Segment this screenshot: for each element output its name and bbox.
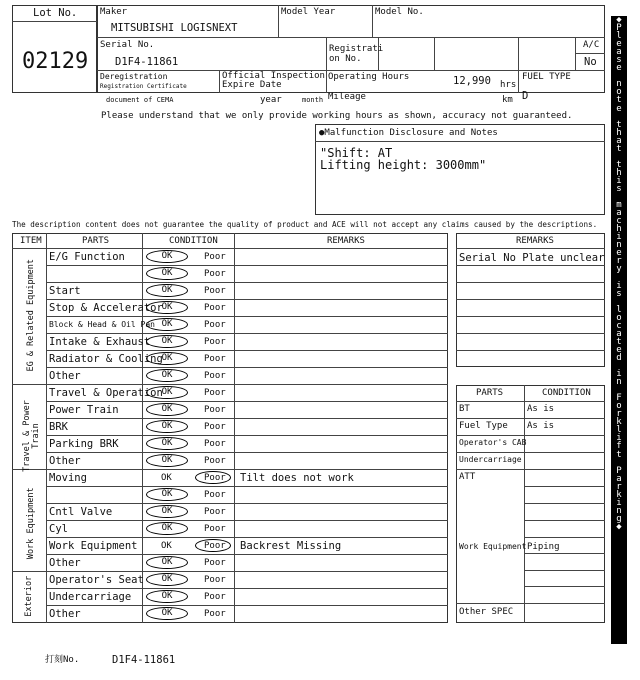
- lot-label: Lot No.: [33, 7, 78, 19]
- condition-poor: Poor: [204, 524, 226, 534]
- th-remarks: REMARKS: [327, 236, 365, 246]
- row-remark: Tilt does not work: [240, 472, 354, 484]
- row-part: Moving: [49, 472, 87, 484]
- condition-poor: Poor: [204, 405, 226, 415]
- condition-poor: Poor: [204, 286, 226, 296]
- registration-cert-label: Registration Certificate: [100, 83, 187, 90]
- right-remarks-header: REMARKS: [516, 236, 554, 246]
- row-remark: Backrest Missing: [240, 540, 342, 552]
- deregistration-label: Deregistration: [100, 72, 168, 81]
- km-unit: km: [502, 95, 513, 105]
- group-eg: EG & Related Equipment: [25, 258, 36, 372]
- condition-ok: OK: [146, 284, 188, 297]
- ac-label: A/C: [583, 40, 600, 50]
- condition-ok: OK: [146, 488, 188, 501]
- condition-poor: Poor: [204, 609, 226, 619]
- fuel-type-label: FUEL TYPE: [522, 72, 571, 82]
- cema-label: document of CEMA: [106, 96, 174, 104]
- serial-label: Serial No.: [100, 40, 155, 50]
- condition-ok: OK: [146, 437, 188, 450]
- right-condition: Piping: [527, 542, 560, 552]
- group-travel: Travel & Power Train: [22, 400, 41, 472]
- condition-poor: Poor: [204, 456, 226, 466]
- condition-ok: OK: [146, 505, 188, 518]
- right-part: Other SPEC: [459, 607, 514, 617]
- row-part: Other: [49, 608, 81, 620]
- right-remarks-first: Serial No Plate unclear: [459, 252, 605, 264]
- row-part: Stop & Accelerator: [49, 302, 163, 314]
- row-part: Start: [49, 285, 81, 297]
- right-part: Work Equipment: [459, 542, 527, 551]
- malfunction-line-2: Lifting height: 3000mm": [320, 158, 487, 172]
- condition-poor: Poor: [204, 320, 226, 330]
- month-label: month: [302, 96, 324, 104]
- condition-ok: OK: [146, 403, 188, 416]
- condition-poor: Poor: [204, 507, 226, 517]
- footer-value: D1F4-11861: [112, 654, 176, 666]
- row-part: Power Train: [49, 404, 119, 416]
- operating-hours-value: 12,990: [453, 75, 491, 87]
- lot-number: 02129: [22, 49, 89, 74]
- row-part: Other: [49, 557, 81, 569]
- row-part: Cyl: [49, 523, 68, 535]
- condition-poor: Poor: [204, 371, 226, 381]
- condition-poor: Poor: [204, 303, 226, 313]
- condition-ok: OK: [146, 607, 188, 620]
- condition-poor: Poor: [204, 490, 226, 500]
- condition-poor: Poor: [204, 575, 226, 585]
- malfunction-title: ●Malfunction Disclosure and Notes: [319, 128, 498, 138]
- inspection-label: Official Inspection Expire Date: [222, 71, 325, 90]
- condition-ok: OK: [146, 556, 188, 569]
- right-parts-header: PARTS: [476, 388, 504, 398]
- condition-ok: OK: [146, 250, 188, 263]
- condition-ok: OK: [146, 590, 188, 603]
- right-condition-header: CONDITION: [542, 388, 591, 398]
- row-part: Block & Head & Oil Pan: [49, 320, 155, 329]
- right-condition: As is: [527, 404, 555, 414]
- group-work: Work Equipment: [25, 487, 36, 560]
- th-parts: PARTS: [82, 236, 110, 246]
- row-part: Intake & Exhaust: [49, 336, 151, 348]
- condition-poor: Poor: [204, 541, 226, 551]
- condition-poor: Poor: [204, 439, 226, 449]
- condition-poor: Poor: [204, 269, 226, 279]
- ac-value: No: [584, 56, 597, 68]
- model-year-label: Model Year: [281, 7, 336, 17]
- condition-poor: Poor: [204, 592, 226, 602]
- row-part: Travel & Operation: [49, 387, 163, 399]
- row-part: Cntl Valve: [49, 506, 113, 518]
- registration-label: Registrati on No.: [329, 44, 384, 64]
- condition-ok: OK: [161, 473, 172, 483]
- condition-poor: Poor: [204, 354, 226, 364]
- row-part: Work Equipment: [49, 540, 138, 552]
- row-part: Undercarriage: [49, 591, 132, 603]
- condition-ok: OK: [146, 454, 188, 467]
- th-item: ITEM: [20, 236, 42, 246]
- right-part: ATT: [459, 472, 476, 482]
- condition-ok: OK: [146, 267, 188, 280]
- year-label: year: [260, 95, 282, 105]
- group-exterior: Exterior: [23, 575, 34, 617]
- condition-ok: OK: [146, 573, 188, 586]
- row-part: Operator's Seat: [49, 574, 144, 586]
- condition-ok: OK: [146, 420, 188, 433]
- condition-ok: OK: [146, 369, 188, 382]
- condition-poor: Poor: [204, 388, 226, 398]
- condition-poor: Poor: [204, 558, 226, 568]
- malfunction-line-1: "Shift: AT: [320, 146, 393, 160]
- notice-text: Please understand that we only provide working hours as shown, accuracy not guaranteed.: [101, 111, 573, 121]
- th-condition: CONDITION: [169, 236, 218, 246]
- right-part: Operator's CAB: [459, 438, 527, 447]
- condition-ok: OK: [146, 352, 188, 365]
- poor-circle: [195, 471, 231, 484]
- condition-poor: Poor: [204, 252, 226, 262]
- side-note: ◆ P l e a s e n o t e t h a t t h i s m a c h i n e r y i s l o c a t e d i n F o r k l i f t P a r k i n g ◆: [611, 16, 627, 644]
- condition-ok: OK: [161, 541, 172, 551]
- condition-ok: OK: [146, 318, 188, 331]
- right-part: Fuel Type: [459, 421, 508, 431]
- condition-poor: Poor: [204, 473, 226, 483]
- row-part: Parking BRK: [49, 438, 119, 450]
- fuel-type-value: D: [522, 90, 529, 102]
- condition-ok: OK: [146, 386, 188, 399]
- row-part: Other: [49, 455, 81, 467]
- condition-ok: OK: [146, 335, 188, 348]
- condition-poor: Poor: [204, 422, 226, 432]
- row-part: BRK: [49, 421, 68, 433]
- right-part: BT: [459, 404, 470, 414]
- row-part: Other: [49, 370, 81, 382]
- row-part: E/G Function: [49, 251, 125, 263]
- poor-circle: [195, 539, 231, 552]
- condition-poor: Poor: [204, 337, 226, 347]
- maker-label: Maker: [100, 7, 128, 17]
- condition-ok: OK: [146, 522, 188, 535]
- hrs-unit: hrs: [500, 80, 517, 90]
- mileage-label: Mileage: [328, 92, 366, 102]
- maker-value: MITSUBISHI LOGISNEXT: [111, 22, 238, 34]
- serial-value: D1F4-11861: [115, 56, 179, 68]
- footer-label: 打刻No.: [45, 655, 80, 665]
- row-part: Radiator & Cooling: [49, 353, 163, 365]
- right-part: Undercarriage: [459, 455, 522, 464]
- operating-hours-label: Operating Hours: [328, 72, 410, 82]
- right-condition: As is: [527, 421, 555, 431]
- model-no-label: Model No.: [375, 7, 424, 17]
- condition-ok: OK: [146, 301, 188, 314]
- disclaimer-text: The description content does not guarantee the quality of product and ACE will not accept any claims caused by the descriptions.: [12, 220, 598, 229]
